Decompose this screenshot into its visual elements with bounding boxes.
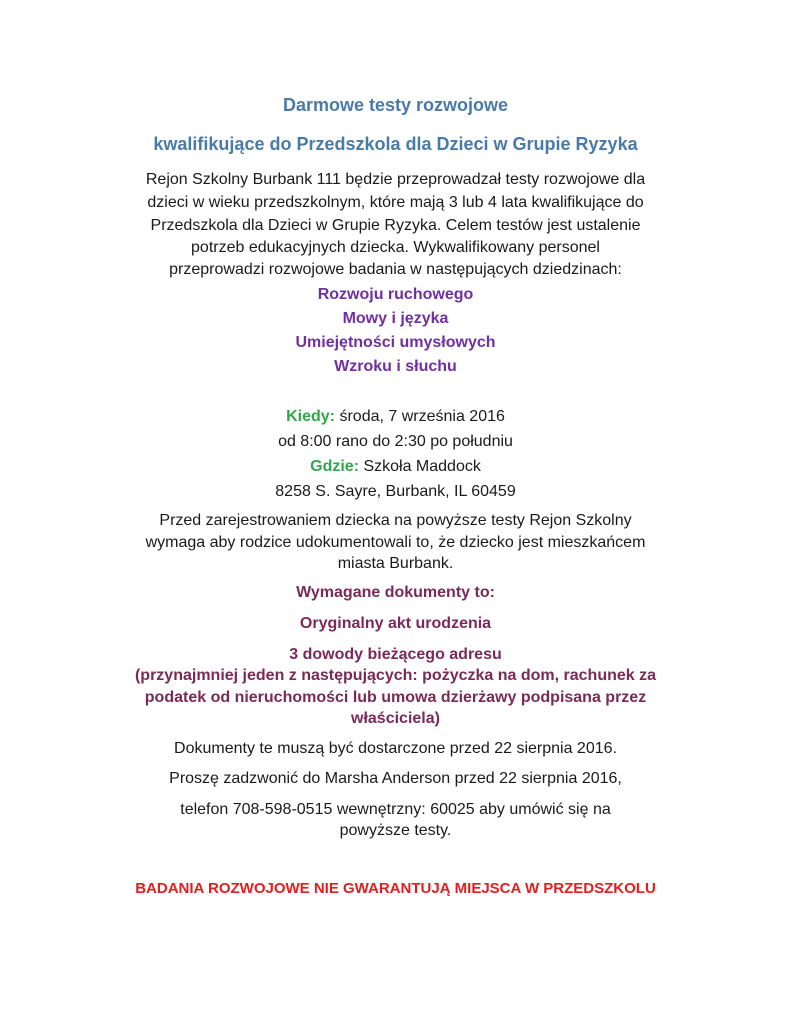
residency-line: Przed zarejestrowaniem dziecka na powyższe testy Rejon Szkolny xyxy=(159,512,632,529)
area-vision-hearing: Wzroku i słuchu xyxy=(334,358,457,375)
intro-line: dzieci w wieku przedszkolnym, które mają 3 lub 4 lata kwalifikujące do xyxy=(147,194,644,211)
contact-line: powyższe testy. xyxy=(339,822,452,839)
intro-line: Przedszkola dla Dzieci w Grupie Ryzyka. Celem testów jest ustalenie xyxy=(150,217,641,234)
residency-line: wymaga aby rodzice udokumentowali to, że dziecko jest mieszkańcem xyxy=(145,534,646,551)
where-place: Szkoła Maddock xyxy=(359,458,481,475)
title-line-1: Darmowe testy rozwojowe xyxy=(282,95,509,115)
residency-line: miasta Burbank. xyxy=(337,555,454,572)
where-address: 8258 S. Sayre, Burbank, IL 60459 xyxy=(275,483,516,500)
contact-line: telefon 708-598-0515 wewnętrzny: 60025 aby umówić się na xyxy=(180,801,611,818)
intro-line: potrzeb edukacyjnych dziecka. Wykwalifikowany personel xyxy=(191,239,600,256)
document-address-detail: (przynajmniej jeden z następujących: pożyczka na dom, rachunek za xyxy=(134,667,657,684)
where-label: Gdzie: xyxy=(310,458,360,475)
title-line-2: kwalifikujące do Przedszkola dla Dzieci w Grupie Ryzyka xyxy=(153,134,638,154)
intro-line: przeprowadzi rozwojowe badania w następujących dziedzinach: xyxy=(169,261,622,278)
area-cognitive: Umiejętności umysłowych xyxy=(295,334,496,351)
disclaimer-text: BADANIA ROZWOJOWE NIE GWARANTUJĄ MIEJSCA W PRZEDSZKOLU xyxy=(135,880,656,897)
document-birth-certificate: Oryginalny akt urodzenia xyxy=(299,615,492,632)
intro-line: Rejon Szkolny Burbank 111 będzie przeprowadzał testy rozwojowe dla xyxy=(145,171,646,188)
area-speech: Mowy i języka xyxy=(342,310,449,327)
when-label: Kiedy: xyxy=(286,408,336,425)
document-address-detail: właściciela) xyxy=(351,710,440,727)
document-address-proof: 3 dowody bieżącego adresu xyxy=(289,646,502,663)
when-time: od 8:00 rano do 2:30 po południu xyxy=(278,433,513,450)
document-address-detail: podatek od nieruchomości lub umowa dzierżawy podpisana przez xyxy=(144,689,647,706)
documents-heading: Wymagane dokumenty to: xyxy=(296,584,495,601)
when-date: środa, 7 września 2016 xyxy=(335,408,505,425)
contact-line: Proszę zadzwonić do Marsha Anderson przed 22 sierpnia 2016, xyxy=(169,770,622,787)
area-motor: Rozwoju ruchowego xyxy=(317,286,474,303)
where-line xyxy=(0,457,791,477)
when-line xyxy=(0,407,791,427)
deadline-text: Dokumenty te muszą być dostarczone przed 22 sierpnia 2016. xyxy=(174,740,617,757)
